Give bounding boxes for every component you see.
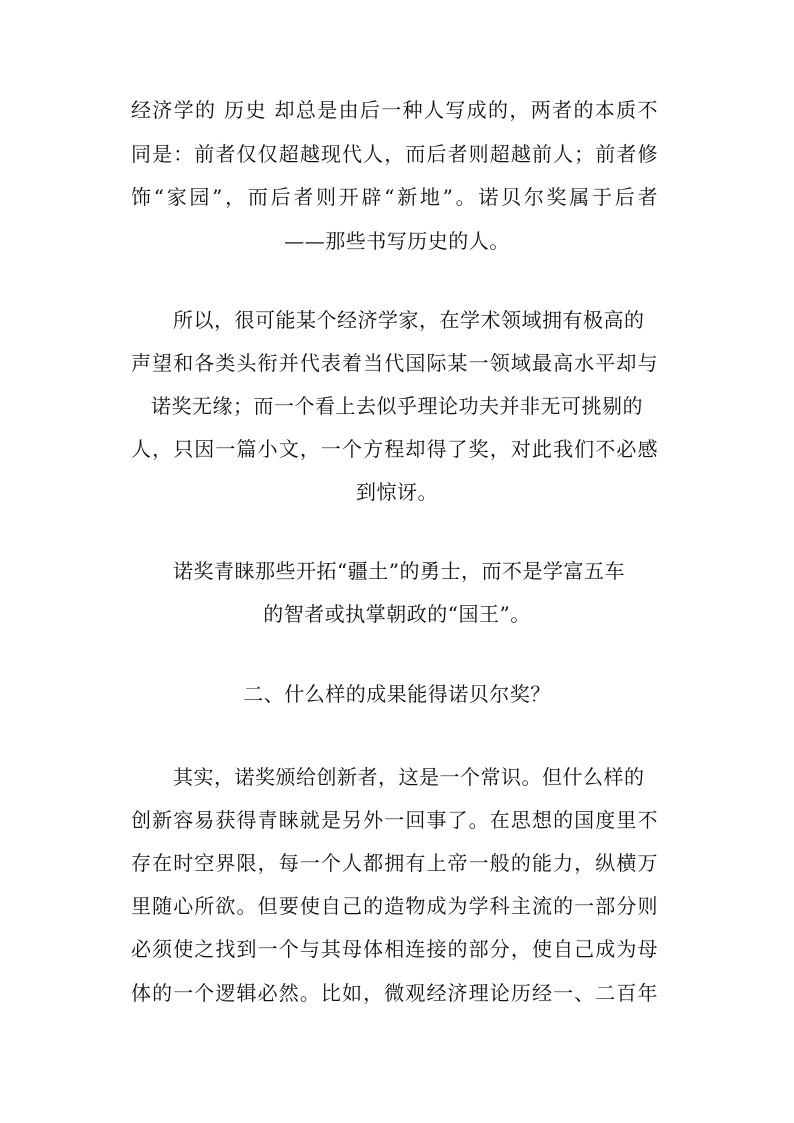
text-line: 里随心所欲。但要使自己的造物成为学科主流的一部分则 <box>131 894 658 918</box>
text-line: ——那些书写历史的人。 <box>284 229 510 253</box>
text-line: 诺奖青睐那些开拓“疆土”的勇士，而不是学富五车 <box>173 559 625 583</box>
text-line: 体的一个逻辑必然。比如，微观经济理论历经一、二百年 <box>131 981 658 1005</box>
text-line: 的智者或执掌朝政的“国王”。 <box>263 602 531 626</box>
text-line: 诺奖无缘；而一个看上去似乎理论功夫并非无可挑剔的 <box>151 394 643 418</box>
text-line: 声望和各类头衔并代表着当代国际某一领域最高水平却与 <box>131 351 658 375</box>
text-line: 同是：前者仅仅超越现代人，而后者则超越前人；前者修 <box>131 142 658 166</box>
text-line: 经济学的 历史 却总是由后一种人写成的，两者的本质不 <box>131 98 658 122</box>
text-line: 必须使之找到一个与其母体相连接的部分，使自己成为母 <box>131 937 658 961</box>
text-line: 饰“家园”，而后者则开辟“新地”。诺贝尔奖属于后者 <box>131 185 658 209</box>
section-heading: 二、什么样的成果能得诺贝尔奖？ <box>243 682 551 706</box>
text-line: 人，只因一篇小文，一个方程却得了奖，对此我们不必感 <box>131 437 658 461</box>
text-line: 存在时空界限，每一个人都拥有上帝一般的能力，纵横万 <box>131 851 658 875</box>
text-line: 其实，诺奖颁给创新者，这是一个常识。但什么样的 <box>173 765 645 789</box>
text-line: 所以，很可能某个经济学家，在学术领域拥有极高的 <box>173 308 645 332</box>
text-line: 创新容易获得青睐就是另外一回事了。在思想的国度里不 <box>131 808 658 832</box>
text-line: 到惊讶。 <box>356 480 438 504</box>
